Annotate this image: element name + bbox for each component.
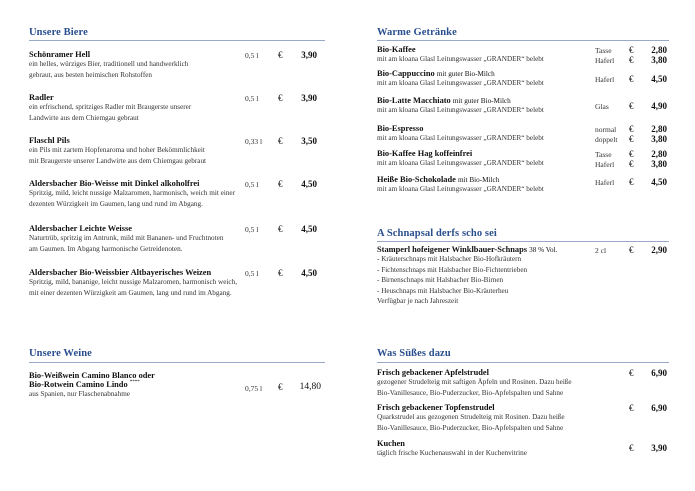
currency-symbol: € bbox=[278, 136, 283, 146]
item-name: Schönramer Hell bbox=[29, 50, 91, 59]
currency-symbol: € bbox=[629, 124, 634, 134]
currency-symbol: € bbox=[278, 268, 283, 278]
item-description: gebraut, aus besten heimischen Rohstoffen bbox=[29, 70, 153, 79]
item-extra: 38 % Vol. bbox=[529, 246, 558, 254]
menu-item bbox=[377, 69, 672, 89]
menu-item bbox=[29, 179, 329, 209]
currency-symbol: € bbox=[629, 101, 634, 111]
item-description: täglich frische Kuchenauswahl in der Kuchenvitrine bbox=[377, 449, 527, 457]
menu-item bbox=[377, 45, 672, 65]
item-volume: normal bbox=[595, 125, 617, 134]
item-description: mit einer dezenten Würzigkeit am Gaumen, lang und rund im Abgang. bbox=[29, 288, 232, 297]
item-description: Spritzig, mild, bananige, leicht nussige Malzaromen, harmonisch weich, bbox=[29, 278, 237, 286]
item-name: Bio-Kaffee Hag koffeinfrei bbox=[377, 149, 473, 158]
section-title-suesses: Was Süßes dazu bbox=[377, 348, 451, 359]
currency-symbol: € bbox=[629, 368, 634, 378]
item-name: Radler bbox=[29, 93, 54, 102]
menu-item bbox=[29, 50, 329, 80]
item-extra: mit guter Bio-Milch bbox=[452, 97, 511, 105]
currency-symbol: € bbox=[278, 382, 283, 392]
item-price: 4,50 bbox=[651, 74, 667, 84]
item-price: 3,50 bbox=[301, 136, 317, 146]
item-description: - Birnenschnaps mit Halsbacher Bio-Birnen bbox=[377, 276, 504, 284]
item-name: Aldersbacher Bio-Weissbier Altbayerisches Weizen bbox=[29, 268, 212, 277]
currency-symbol: € bbox=[629, 149, 634, 159]
item-volume: Haferl bbox=[595, 56, 615, 65]
item-description: dezenten Würzigkeit im Gaumen, lang und rund im Abgang. bbox=[29, 199, 203, 208]
menu-item bbox=[29, 371, 329, 400]
currency-symbol: € bbox=[629, 177, 634, 187]
menu-item bbox=[377, 175, 672, 195]
item-name: Bio-Kaffee bbox=[377, 45, 416, 54]
item-description: mit am kloana Glasl Leitungswasser „GRANDER“ belebt bbox=[377, 134, 544, 142]
menu-item bbox=[377, 245, 672, 307]
section-divider bbox=[29, 40, 325, 41]
item-description: Landwirte aus dem Chiemgau gebraut bbox=[29, 113, 139, 122]
menu-item bbox=[377, 96, 672, 116]
item-description: - Kräuterschnaps mit Halsbacher Bio-Hofkräutern bbox=[377, 255, 522, 263]
item-extra: mit guter Bio-Milch bbox=[436, 70, 495, 78]
item-description: ein Pils mit zartem Hopfenaroma und hoher Bekömmlichkeit bbox=[29, 146, 205, 154]
menu-item bbox=[377, 124, 672, 144]
item-description: - Fichtenschnaps mit Halsbacher Bio-Fichtentrieben bbox=[377, 265, 528, 274]
item-name: Bio-Latte Macchiato bbox=[377, 96, 451, 105]
item-description: mit am kloana Glasl Leitungswasser „GRANDER“ belebt bbox=[377, 55, 544, 63]
item-volume: 0,5 l bbox=[245, 180, 259, 189]
item-price: 3,80 bbox=[651, 159, 667, 169]
menu-item bbox=[377, 403, 672, 433]
item-description: Quarkstrudel aus gezogenen Strudelteig mit Rosinen. Dazu heiße bbox=[377, 413, 565, 421]
item-name: Flaschl Pils bbox=[29, 136, 70, 145]
item-volume: Haferl bbox=[595, 160, 615, 169]
currency-symbol: € bbox=[629, 55, 634, 65]
item-volume: 0,33 l bbox=[245, 137, 263, 146]
item-volume: doppelt bbox=[595, 135, 618, 144]
section-divider bbox=[377, 241, 669, 242]
item-volume: 0,5 l bbox=[245, 225, 259, 234]
section-title-weine: Unsere Weine bbox=[29, 348, 92, 359]
currency-symbol: € bbox=[629, 74, 634, 84]
item-volume: Glas bbox=[595, 102, 609, 111]
item-description: ein helles, würziges Bier, traditionell und handwerklich bbox=[29, 60, 189, 68]
item-price: 3,90 bbox=[651, 443, 667, 453]
item-price: 3,90 bbox=[301, 93, 317, 103]
item-description: - Heuschnaps mit Halsbacher Bio-Kräuterheu bbox=[377, 286, 509, 295]
item-volume: Tasse bbox=[595, 46, 612, 55]
section-title-schnaps: A Schnapsal derfs scho sei bbox=[377, 228, 497, 239]
item-volume: 0,5 l bbox=[245, 94, 259, 103]
currency-symbol: € bbox=[629, 45, 634, 55]
item-price: 2,80 bbox=[651, 149, 667, 159]
item-description: Bio-Vanillesauce, Bio-Puderzucker, Bio-Apfelspalten und Sahne bbox=[377, 423, 564, 432]
item-name: Aldersbacher Bio-Weisse mit Dinkel alkoholfrei bbox=[29, 179, 200, 188]
menu-item bbox=[377, 149, 672, 169]
menu-item bbox=[29, 268, 329, 298]
item-volume: 0,75 l bbox=[245, 384, 263, 393]
currency-symbol: € bbox=[278, 224, 283, 234]
item-price: 4,50 bbox=[301, 179, 317, 189]
currency-symbol: € bbox=[629, 443, 634, 453]
item-price: 4,50 bbox=[651, 177, 667, 187]
currency-symbol: € bbox=[278, 93, 283, 103]
item-price: 4,50 bbox=[301, 224, 317, 234]
item-price: 3,90 bbox=[301, 50, 317, 60]
item-price: 4,50 bbox=[301, 268, 317, 278]
menu-item bbox=[29, 93, 329, 123]
menu-item bbox=[377, 439, 672, 459]
item-description: ein erfrischend, spritziges Radler mit Braugerste unserer bbox=[29, 103, 192, 111]
section-divider bbox=[29, 362, 325, 363]
section-title-warme-getraenke: Warme Getränke bbox=[377, 27, 457, 38]
item-description: Naturtrüb, spritzig im Antrunk, mild mit Bananen- und Fruchtnoten bbox=[29, 234, 224, 242]
item-name: Bio-Cappuccino bbox=[377, 69, 435, 78]
item-price: 3,80 bbox=[651, 55, 667, 65]
item-description: Verfügbar je nach Jahreszeit bbox=[377, 297, 459, 305]
menu-item bbox=[29, 224, 329, 254]
menu-item bbox=[29, 136, 329, 166]
item-name: Heiße Bio-Schokolade bbox=[377, 175, 456, 184]
item-volume: Haferl bbox=[595, 178, 615, 187]
item-name: Kuchen bbox=[377, 439, 405, 448]
item-name: Aldersbacher Leichte Weisse bbox=[29, 224, 132, 233]
item-price: 6,90 bbox=[651, 368, 667, 378]
currency-symbol: € bbox=[629, 134, 634, 144]
item-price: 2,80 bbox=[651, 45, 667, 55]
currency-symbol: € bbox=[278, 179, 283, 189]
item-name: Bio-Weißwein Camino Blanco oder bbox=[29, 371, 155, 380]
item-volume: Haferl bbox=[595, 75, 615, 84]
item-description: Bio-Vanillesauce, Bio-Puderzucker, Bio-Apfelspalten und Sahne bbox=[377, 388, 564, 397]
item-name: Bio-Rotwein Camino Lindo bbox=[29, 380, 128, 389]
item-description: mit Braugerste unserer Landwirte aus dem Chiemgau gebraut bbox=[29, 156, 207, 165]
currency-symbol: € bbox=[629, 245, 634, 255]
item-description: am Gaumen. Im Abgang harmonische Getreidenoten. bbox=[29, 244, 183, 253]
currency-symbol: € bbox=[629, 403, 634, 413]
item-description: gezogener Strudelteig mit saftigen Äpfeln und Rosinen. Dazu heiße bbox=[377, 378, 572, 386]
menu-item bbox=[377, 368, 672, 398]
item-name: Frisch gebackener Topfenstrudel bbox=[377, 403, 495, 412]
item-price: 14,80 bbox=[299, 382, 321, 392]
currency-symbol: € bbox=[278, 50, 283, 60]
item-description: Spritzig, mild, leicht nussige Malzaromen, harmonisch, weich mit einer bbox=[29, 189, 235, 197]
item-price: 2,90 bbox=[651, 245, 667, 255]
item-price: 6,90 bbox=[651, 403, 667, 413]
item-description: mit am kloana Glasl Leitungswasser „GRANDER“ belebt bbox=[377, 159, 544, 167]
item-description: aus Spanien, nur Flaschenabnahme bbox=[29, 390, 130, 398]
item-description: mit am kloana Glasl Leitungswasser „GRANDER“ belebt bbox=[377, 106, 544, 114]
item-description: mit am kloana Glasl Leitungswasser „GRANDER“ belebt bbox=[377, 185, 544, 193]
item-price: 2,80 bbox=[651, 124, 667, 134]
item-description: mit am kloana Glasl Leitungswasser „GRANDER“ belebt bbox=[377, 79, 544, 87]
item-volume: 0,5 l bbox=[245, 51, 259, 60]
item-price: 3,80 bbox=[651, 134, 667, 144]
item-extra: mit Bio-Milch bbox=[457, 176, 500, 184]
item-name: Stamperl hofeigener Winklbauer-Schnaps bbox=[377, 245, 527, 254]
item-volume: Tasse bbox=[595, 150, 612, 159]
item-price: 4,90 bbox=[651, 101, 667, 111]
section-title-biere: Unsere Biere bbox=[29, 27, 88, 38]
item-volume: 2 cl bbox=[595, 246, 607, 255]
item-mark: **** bbox=[129, 380, 140, 385]
item-volume: 0,5 l bbox=[245, 269, 259, 278]
currency-symbol: € bbox=[629, 159, 634, 169]
section-divider bbox=[377, 362, 669, 363]
section-divider bbox=[377, 40, 669, 41]
item-name: Bio-Espresso bbox=[377, 124, 424, 133]
item-name: Frisch gebackener Apfelstrudel bbox=[377, 368, 489, 377]
